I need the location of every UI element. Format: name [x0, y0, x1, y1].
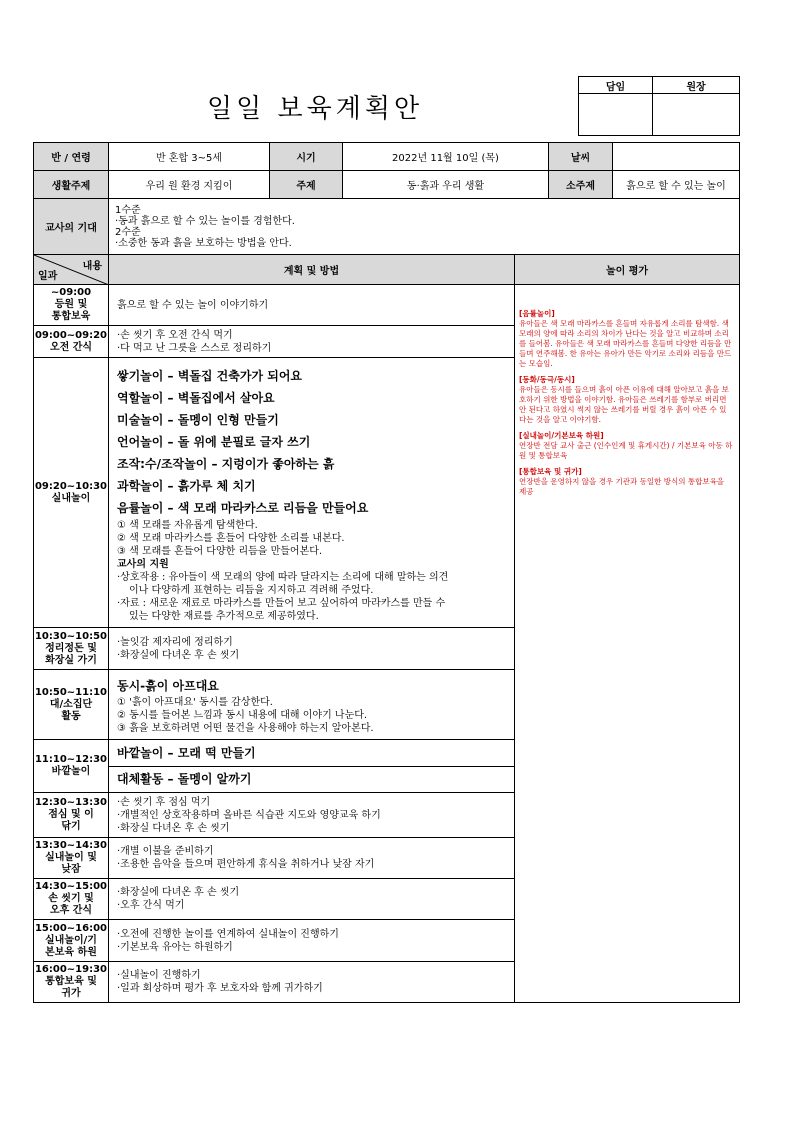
director-label: 원장 — [653, 77, 740, 94]
activity-title: 바깥놀이 – 모래 떡 만들기 — [109, 741, 514, 767]
subtopic-value: 흙으로 할 수 있는 놀이 — [613, 171, 740, 199]
activity-title: 쌓기놀이 – 벽돌집 건축가가 되어요 — [117, 368, 303, 383]
support-line: 있는 다양한 재료를 추가적으로 제공하였다. — [129, 610, 319, 622]
plan-cell — [109, 326, 515, 358]
page-title: 일일 보육계획안 — [207, 94, 424, 124]
plan-line: ·기본보육 유아는 하원하기 — [117, 941, 233, 953]
plan-cell — [109, 670, 515, 740]
plan-line: ·실내놀이 진행하기 — [117, 970, 201, 981]
time-slot: 10:30~10:50 정리정돈 및 화장실 가기 — [34, 628, 109, 670]
director-sign-box[interactable] — [653, 94, 740, 136]
plan-line: ② 동시를 들어본 느낌과 동시 내용에 대해 이야기 나눈다. — [117, 709, 368, 721]
topic-value: 동·홁과 우리 생활 — [343, 171, 549, 199]
plan-line: ③ 색 모래를 흔들어 다양한 리듬을 만들어본다. — [117, 545, 323, 557]
schedule-table — [33, 254, 740, 1003]
expectation-line: 1수준 — [115, 204, 141, 216]
activity-title: 조작:수/조작놀이 – 지렁이가 좋아하는 흙 — [117, 456, 335, 471]
support-line: 이나 다양하게 표현하는 리듬을 지지하고 격려해 주었다. — [129, 584, 374, 596]
time-slot: 09:00~09:20 오전 간식 — [34, 326, 109, 358]
eval-header: 놀이 평가 — [515, 255, 740, 285]
plan-line: ·손 씻기 후 점심 먹기 — [117, 796, 211, 808]
plan-line: ·개별적인 상호작용하며 올바른 식습관 지도와 영양교육 하기 — [117, 809, 381, 821]
teacher-sign-box[interactable] — [579, 94, 653, 136]
approval-box — [578, 76, 740, 136]
plan-line: ② 색 모래 마라카스를 흔들어 다양한 소리를 내본다. — [117, 532, 345, 544]
plan-header: 계획 및 방법 — [109, 255, 515, 285]
expectation-line: ·동과 흙으로 할 수 있는 놀이를 경험한다. — [115, 215, 295, 227]
time-slot: ~09:00 등원 및 통합보육 — [34, 285, 109, 326]
activity-title: 언어놀이 – 돌 위에 분필로 글자 쓰기 — [117, 434, 311, 449]
expectation-content — [109, 199, 740, 255]
time-label: 시기 — [270, 143, 343, 171]
content-header: 내용 — [82, 261, 102, 272]
teacher-support-title: 교사의 지원 — [117, 558, 169, 570]
plan-line: ·다 먹고 난 그릇을 스스로 정리하기 — [117, 342, 272, 354]
expectation-label: 교사의 기대 — [34, 199, 109, 255]
plan-cell — [109, 285, 515, 326]
plan-line: ·놀잇감 제자리에 정리하기 — [117, 636, 233, 648]
info-table — [33, 142, 740, 255]
daily-header: 일과 — [38, 271, 58, 282]
plan-cell — [109, 740, 515, 793]
plan-line: ③ 흙을 보호하려면 어떤 물건을 사용해야 하는지 알아본다. — [117, 722, 374, 734]
plan-cell — [109, 920, 515, 962]
activity-title: 역할놀이 – 벽돌집에서 살아요 — [117, 390, 275, 405]
subtopic-label: 소주제 — [549, 171, 613, 199]
plan-cell — [109, 793, 515, 838]
class-value: 반 혼합 3~5세 — [109, 143, 270, 171]
eval-section: [통합보육 및 귀가] 연장반을 운영하지 않을 경우 기관과 동일한 방식의 통합보육을 제공 — [519, 467, 725, 496]
support-line: ·상호작용 : 유아들이 색 모래의 양에 따라 달라지는 소리에 대해 말하는 의견 — [117, 571, 449, 583]
weather-value[interactable] — [613, 143, 740, 171]
class-label: 반 / 연령 — [34, 143, 109, 171]
plan-line: ·화장실에 다녀온 후 손 씻기 — [117, 887, 240, 898]
plan-line: ·개별 이불을 준비하기 — [117, 846, 214, 857]
expectation-line: 2수준 — [115, 226, 141, 238]
plan-cell — [109, 628, 515, 670]
time-slot: 09:20~10:30 실내놀이 — [34, 358, 109, 628]
weather-label: 날씨 — [549, 143, 613, 171]
support-line: ·자료 : 새로운 재료로 마라카스를 만들어 보고 싶어하여 마라카스를 만들 수 — [117, 597, 446, 609]
life-theme-value: 우리 원 환경 지킴이 — [109, 171, 270, 199]
time-slot: 12:30~13:30 점심 및 이 닦기 — [34, 793, 109, 838]
plan-line: 흙으로 할 수 있는 놀이 이야기하기 — [117, 299, 269, 311]
topic-label: 주제 — [270, 171, 343, 199]
time-slot: 11:10~12:30 바깥놀이 — [34, 740, 109, 793]
activity-title: 동시-흙이 아프대요 — [117, 678, 219, 693]
plan-line: ·오전에 진행한 놀이를 연계하여 실내놀이 진행하기 — [117, 928, 339, 940]
plan-cell — [109, 838, 515, 879]
plan-cell — [109, 962, 515, 1003]
daily-content-header — [34, 255, 109, 285]
time-slot: 16:00~19:30 통합보육 및 귀가 — [34, 962, 109, 1003]
plan-line: ·화장실에 다녀온 후 손 씻기 — [117, 649, 240, 661]
activity-title: 과학놀이 – 흙가루 체 치기 — [117, 478, 256, 493]
plan-line: ·조용한 음악을 들으며 편안하게 휴식을 취하거나 낮잠 자기 — [117, 859, 375, 870]
plan-line: ·화장실 다녀온 후 손 씻기 — [117, 822, 230, 834]
activity-title: 대체활동 – 돌멩이 알까기 — [117, 771, 252, 786]
teacher-label: 담임 — [579, 77, 653, 94]
time-slot: 10:50~11:10 대/소집단 활동 — [34, 670, 109, 740]
time-slot: 13:30~14:30 실내놀이 및 낮잠 — [34, 838, 109, 879]
plan-line: ① 색 모래를 자유롭게 탐색한다. — [117, 519, 258, 531]
expectation-line: ·소중한 동과 흙을 보호하는 방법을 안다. — [115, 237, 292, 249]
eval-section: [실내놀이/기본보육 하원] 연장반 전담 교사 출근 (인수인계 및 휴게시간) / 기본보육 아동 하원 및 통합보육 — [519, 431, 733, 460]
life-theme-label: 생활주제 — [34, 171, 109, 199]
plan-line: ① '흙이 아프대요' 동시를 감상한다. — [117, 696, 273, 708]
activity-title: 음률놀이 – 색 모래 마라카스로 리듬을 만들어요 — [117, 500, 369, 515]
plan-line: ·일과 회상하며 평가 후 보호자와 함께 귀가하기 — [117, 983, 323, 994]
eval-section: [음률놀이] 유아들은 색 모래 마라카스를 흔들며 자유롭게 소리를 탐색함. 색 모래의 양에 따라 소리의 차이가 난다는 것을 알고 비교하며 소리를 들어봄. 유아들은 색 모래 마라카스를 흔들며 다양한 리듬을 만들며 연주해봄. 한 유아는 유아가 만든 악기로 소리와 리듬을 만드는 모습임. — [519, 309, 732, 368]
time-slot: 14:30~15:00 손 씻기 및 오후 간식 — [34, 879, 109, 920]
plan-cell — [109, 879, 515, 920]
activity-title: 미술놀이 – 돌멩이 인형 만들기 — [117, 412, 279, 427]
plan-line: ·오후 간식 먹기 — [117, 900, 185, 911]
play-evaluation — [515, 285, 740, 1003]
eval-section: [동화/동극/동시] 유아들은 동시를 들으며 흙이 아픈 이유에 대해 알아보고 흙을 보호하기 위한 방법을 이야기함. 유아들은 쓰레기를 함부로 버리면 안 된다고 하였시 썩지 않는 쓰레기를 버릴 경우 흙이 아픈 수 있다는 것을 알고 이야기함. — [519, 375, 729, 424]
plan-line: ·손 씻기 후 오전 간식 먹기 — [117, 329, 233, 341]
time-slot: 15:00~16:00 실내놀이/기 본보육 하원 — [34, 920, 109, 962]
plan-cell — [109, 358, 515, 628]
date-value: 2022년 11월 10일 (목) — [343, 143, 549, 171]
